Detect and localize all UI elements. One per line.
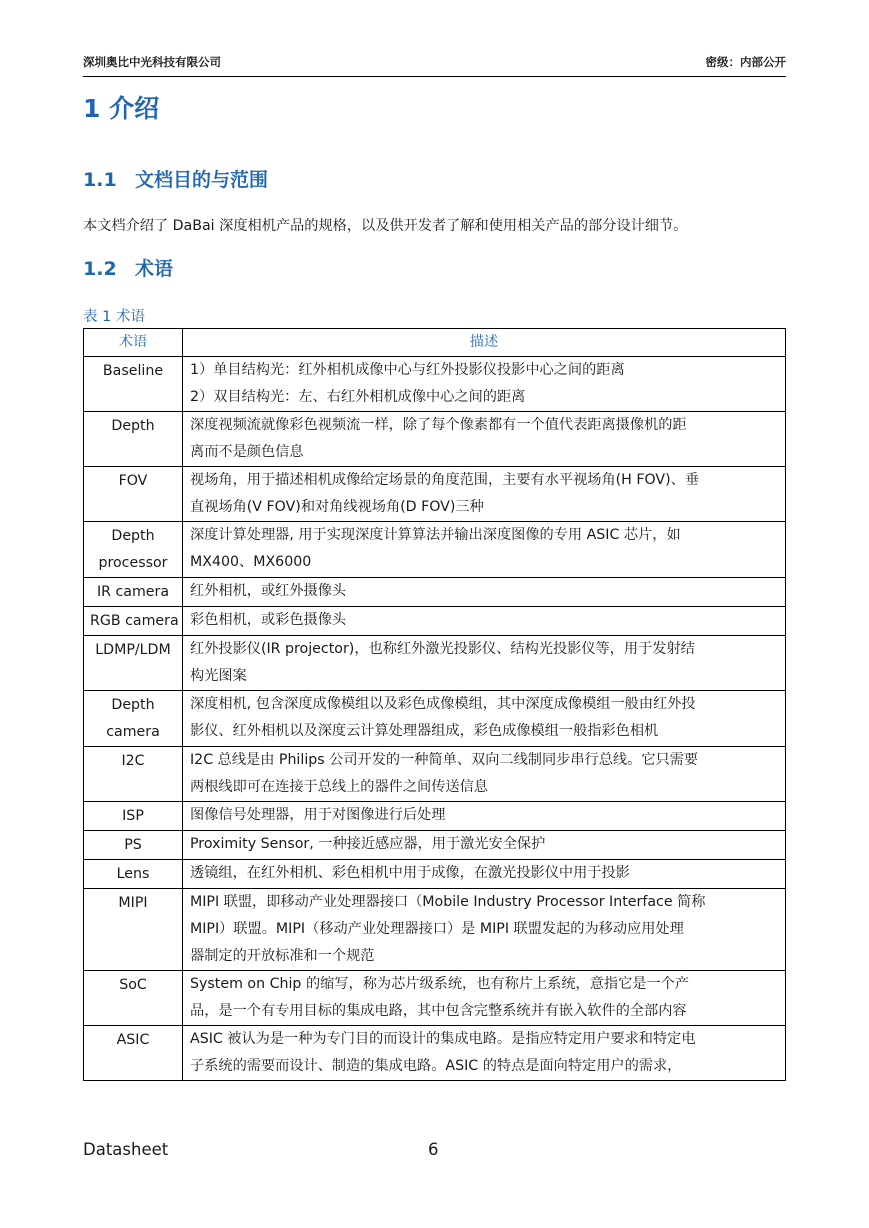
description-text: 离而不是颜色信息 <box>190 444 304 460</box>
section-number: 1.1 <box>83 169 117 191</box>
table-row <box>84 860 786 889</box>
term-cell <box>84 971 183 1026</box>
table-row <box>84 971 786 1026</box>
description-text: MIPI 联盟，即移动产业处理器接口（Mobile Industry Processor Interface 简称 <box>190 894 706 910</box>
description-text: 图像信号处理器，用于对图像进行后处理 <box>190 807 446 823</box>
term-cell <box>84 747 183 802</box>
table-row <box>84 831 786 860</box>
description-cell <box>183 831 786 860</box>
description-cell <box>183 860 786 889</box>
description-text: MIPI）联盟。MIPI（移动产业处理器接口）是 MIPI 联盟发起的为移动应用处理 <box>190 921 684 937</box>
table-row <box>84 1026 786 1081</box>
term-cell <box>84 636 183 691</box>
description-cell <box>183 889 786 971</box>
description-text: 彩色相机，或彩色摄像头 <box>190 612 347 628</box>
term-text: processor <box>98 555 168 571</box>
term-text: Depth <box>111 418 155 434</box>
footer-page-number: 6 <box>428 1140 439 1159</box>
term-text: MIPI <box>118 895 148 911</box>
term-text: camera <box>106 724 160 740</box>
term-text: IR camera <box>96 584 170 600</box>
description-cell <box>183 357 786 412</box>
table-row <box>84 357 786 412</box>
term-text: Depth <box>111 697 155 713</box>
table-row <box>84 607 786 636</box>
term-cell <box>84 831 183 860</box>
term-cell <box>84 1026 183 1081</box>
description-text: 器制定的开放标准和一个规范 <box>190 948 375 964</box>
term-text: ISP <box>122 808 144 824</box>
term-cell <box>84 691 183 747</box>
intro-paragraph: 本文档介绍了 DaBai 深度相机产品的规格，以及供开发者了解和使用相关产品的部分设计细节。 <box>83 218 688 234</box>
table-row <box>84 412 786 467</box>
description-text: 直视场角(V FOV)和对角线视场角(D FOV)三种 <box>190 499 484 515</box>
description-text: I2C 总线是由 Philips 公司开发的一种简单、双向二线制同步串行总线。它只需要 <box>190 752 699 768</box>
table-row <box>84 691 786 747</box>
description-text: 品，是一个有专用目标的集成电路，其中包含完整系统并有嵌入软件的全部内容 <box>190 1003 687 1019</box>
description-text: 构光图案 <box>190 668 247 684</box>
description-cell <box>183 1026 786 1081</box>
chapter-heading: 1 介绍 <box>83 94 160 123</box>
term-cell <box>84 889 183 971</box>
term-text: RGB camera <box>90 613 179 629</box>
term-cell <box>84 802 183 831</box>
description-cell <box>183 691 786 747</box>
description-text: 深度相机, 包含深度成像模组以及彩色成像模组，其中深度成像模组一般由红外投 <box>190 696 696 712</box>
description-text: 红外相机，或红外摄像头 <box>190 583 347 599</box>
term-cell <box>84 578 183 607</box>
table-row <box>84 522 786 578</box>
description-cell <box>183 802 786 831</box>
description-text: 2）双目结构光：左、右红外相机成像中心之间的距离 <box>190 389 526 405</box>
description-cell <box>183 971 786 1026</box>
term-cell <box>84 607 183 636</box>
description-text: 红外投影仪(IR projector)，也称红外激光投影仪、结构光投影仪等，用于发射结 <box>190 641 695 657</box>
term-cell <box>84 412 183 467</box>
table-row <box>84 747 786 802</box>
page-header <box>83 54 786 72</box>
term-cell <box>84 522 183 578</box>
term-text: PS <box>124 837 142 853</box>
description-text: 影仪、红外相机以及深度云计算处理器组成，彩色成像模组一般指彩色相机 <box>190 723 659 739</box>
description-cell <box>183 747 786 802</box>
description-text: 1）单目结构光：红外相机成像中心与红外投影仪投影中心之间的距离 <box>190 362 625 378</box>
table-row <box>84 889 786 971</box>
table-row <box>84 578 786 607</box>
description-cell <box>183 522 786 578</box>
description-cell <box>183 412 786 467</box>
term-text: I2C <box>121 753 145 769</box>
section-heading-1-1 <box>83 165 268 192</box>
table-caption: 表 1 术语 <box>83 309 145 325</box>
table-header-row <box>84 329 786 357</box>
description-text: 子系统的需要而设计、制造的集成电路。ASIC 的特点是面向特定用户的需求， <box>190 1058 682 1074</box>
terms-table-body <box>84 357 786 1081</box>
term-text: Baseline <box>102 363 164 379</box>
description-text: MX400、MX6000 <box>190 554 312 570</box>
description-text: Proximity Sensor, 一种接近感应器，用于激光安全保护 <box>190 836 546 852</box>
description-text: 深度视频流就像彩色视频流一样，除了每个像素都有一个值代表距离摄像机的距 <box>190 417 687 433</box>
section-title: 术语 <box>135 258 174 280</box>
description-text: 视场角，用于描述相机成像给定场景的角度范围，主要有水平视场角(H FOV)、垂 <box>190 472 700 488</box>
term-text: FOV <box>118 473 148 489</box>
term-cell <box>84 357 183 412</box>
terms-table <box>83 328 786 1081</box>
term-text: Lens <box>116 866 150 882</box>
section-number: 1.2 <box>83 258 117 280</box>
description-cell <box>183 607 786 636</box>
header-divider <box>83 76 786 77</box>
footer-doc-type: Datasheet <box>83 1140 169 1159</box>
classification-label: 密级：内部公开 <box>705 55 786 69</box>
column-header-description: 描述 <box>183 329 786 357</box>
table-row <box>84 467 786 522</box>
term-text: SoC <box>119 977 147 993</box>
description-text: 透镜组，在红外相机、彩色相机中用于成像，在激光投影仪中用于投影 <box>190 865 630 881</box>
section-heading-1-2 <box>83 254 173 281</box>
term-text: Depth <box>111 528 155 544</box>
term-text: ASIC <box>116 1032 150 1048</box>
table-row <box>84 636 786 691</box>
description-text: System on Chip 的缩写，称为芯片级系统，也有称片上系统，意指它是一个产 <box>190 976 690 992</box>
description-text: 两根线即可在连接于总线上的器件之间传送信息 <box>190 779 488 795</box>
company-name: 深圳奥比中光科技有限公司 <box>83 55 221 69</box>
term-cell <box>84 467 183 522</box>
term-cell <box>84 860 183 889</box>
table-row <box>84 802 786 831</box>
description-text: ASIC 被认为是一种为专门目的而设计的集成电路。是指应特定用户要求和特定电 <box>190 1031 696 1047</box>
term-text: LDMP/LDM <box>95 642 171 658</box>
column-header-term: 术语 <box>84 329 183 357</box>
description-cell <box>183 636 786 691</box>
description-cell <box>183 467 786 522</box>
description-text: 深度计算处理器, 用于实现深度计算算法并输出深度图像的专用 ASIC 芯片，如 <box>190 527 681 543</box>
section-title: 文档目的与范围 <box>135 169 269 191</box>
description-cell <box>183 578 786 607</box>
